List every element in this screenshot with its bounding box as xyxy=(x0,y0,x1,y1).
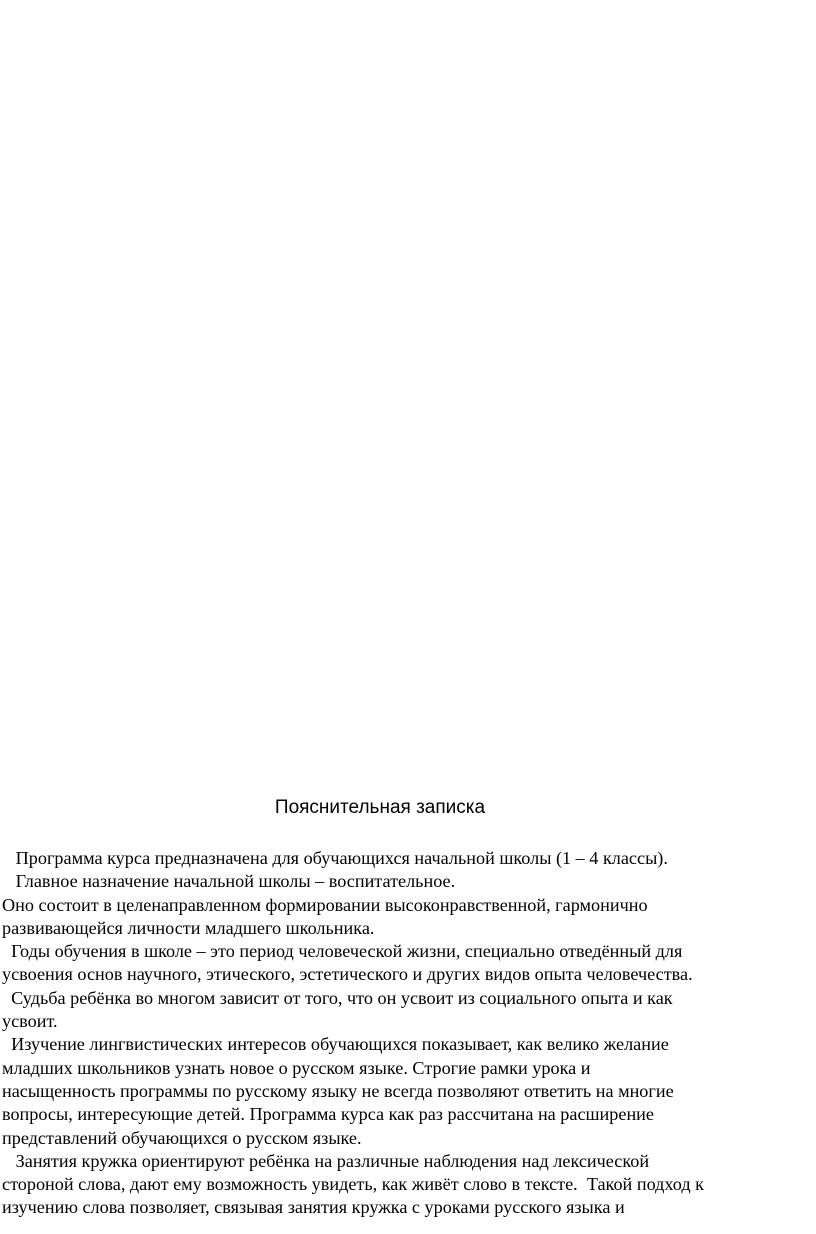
text-line: Годы обучения в школе – это период человеческой жизни, специально отведённый для xyxy=(2,941,683,962)
text-line: стороной слова, дают ему возможность увидеть, как живёт слово в тексте. Такой подход к xyxy=(2,1174,705,1195)
text-line: изучению слова позволяет, связывая занятия кружка с уроками русского языка и xyxy=(2,1197,625,1218)
text-line: младших школьников узнать новое о русском языке. Строгие рамки урока и xyxy=(2,1057,591,1078)
text-line: Изучение лингвистических интересов обучающихся показывает, как велико желание xyxy=(2,1034,669,1055)
text-line: усвоит. xyxy=(2,1011,58,1032)
text-line: вопросы, интересующие детей. Программа курса как раз рассчитана на расширение xyxy=(2,1104,654,1125)
body-text xyxy=(2,847,816,1220)
page-title: Пояснительная записка xyxy=(274,797,486,818)
text-line: усвоения основ научного, этического, эстетического и других видов опыта человечества. xyxy=(2,964,693,985)
text-line: Занятия кружка ориентируют ребёнка на различные наблюдения над лексической xyxy=(2,1150,650,1171)
text-line: Программа курса предназначена для обучающихся начальной школы (1 – 4 классы). xyxy=(2,848,668,868)
text-line: развивающейся личности младшего школьника. xyxy=(2,917,375,938)
text-line: насыщенность программы по русскому языку не всегда позволяют ответить на многие xyxy=(2,1080,674,1101)
text-line: Судьба ребёнка во многом зависит от того, что он усвоит из социального опыта и как xyxy=(2,987,673,1008)
text-line: Оно состоит в целенаправленном формировании высоконравственной, гармонично xyxy=(2,894,648,915)
text-line: представлений обучающихся о русском языке. xyxy=(2,1127,362,1148)
text-line: Главное назначение начальной школы – воспитательное. xyxy=(2,871,456,892)
